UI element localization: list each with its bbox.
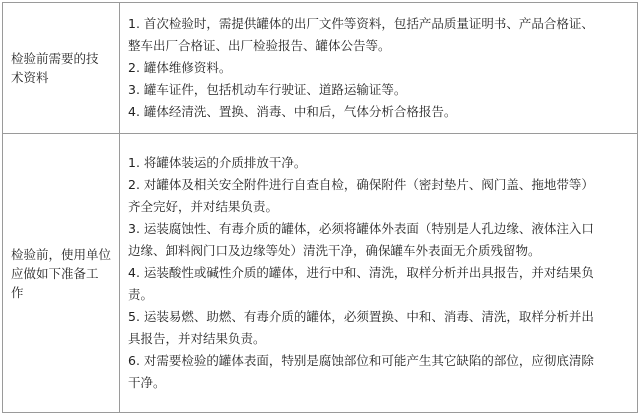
- table-row: [3, 3, 638, 134]
- list-item: 3. 运装腐蚀性、有毒介质的罐体，必须将罐体外表面（特别是人孔边缘、液体注入口: [128, 221, 594, 236]
- list-item: 责。: [128, 287, 154, 302]
- row-label-cell: [3, 134, 120, 413]
- list-item: 整车出厂合格证、出厂检验报告、罐体公告等。: [128, 38, 391, 53]
- row-label-cell: [3, 3, 120, 134]
- row-label-line: 应做如下准备工: [11, 265, 99, 281]
- row-content-cell: [120, 134, 638, 413]
- list-item: 边缘、卸料阀门口及边缘等处）清洗干净，确保罐车外表面无介质残留物。: [128, 243, 541, 258]
- table-row: [3, 134, 638, 413]
- list-item: 1. 将罐体装运的介质排放干净。: [128, 155, 307, 170]
- list-item: 4. 运装酸性或碱性介质的罐体，进行中和、清洗，取样分析并出具报告，并对结果负: [128, 265, 594, 280]
- row-content-cell: [120, 3, 638, 134]
- list-item: 6. 对需要检验的罐体表面，特别是腐蚀部位和可能产生其它缺陷的部位，应彻底清除: [128, 353, 594, 368]
- list-item: 齐全完好，并对结果负责。: [128, 199, 279, 214]
- list-item: 3. 罐车证件，包括机动车行驶证、道路运输证等。: [128, 82, 407, 97]
- list-item: 5. 运装易燃、助燃、有毒介质的罐体，必须置换、中和、消毒、清洗，取样分析并出: [128, 309, 594, 324]
- row-label-line: 作: [11, 284, 24, 300]
- requirements-table: [2, 2, 638, 413]
- list-item: 具报告，并对结果负责。: [128, 331, 266, 346]
- list-item: 1. 首次检验时，需提供罐体的出厂文件等资料，包括产品质量证明书、产品合格证、: [128, 16, 594, 31]
- list-item: 4. 罐体经清洗、置换、消毒、中和后，气体分析合格报告。: [128, 104, 457, 119]
- list-item: 2. 对罐体及相关安全附件进行自查自检，确保附件（密封垫片、阀门盖、拖地带等）: [128, 177, 594, 192]
- row-label-line: 检验前，使用单位: [11, 246, 112, 262]
- list-item: 2. 罐体维修资料。: [128, 60, 232, 75]
- row-label-line: 术资料: [11, 70, 49, 85]
- row-label-line: 检验前需要的技: [11, 51, 99, 66]
- list-item: 干净。: [128, 375, 166, 390]
